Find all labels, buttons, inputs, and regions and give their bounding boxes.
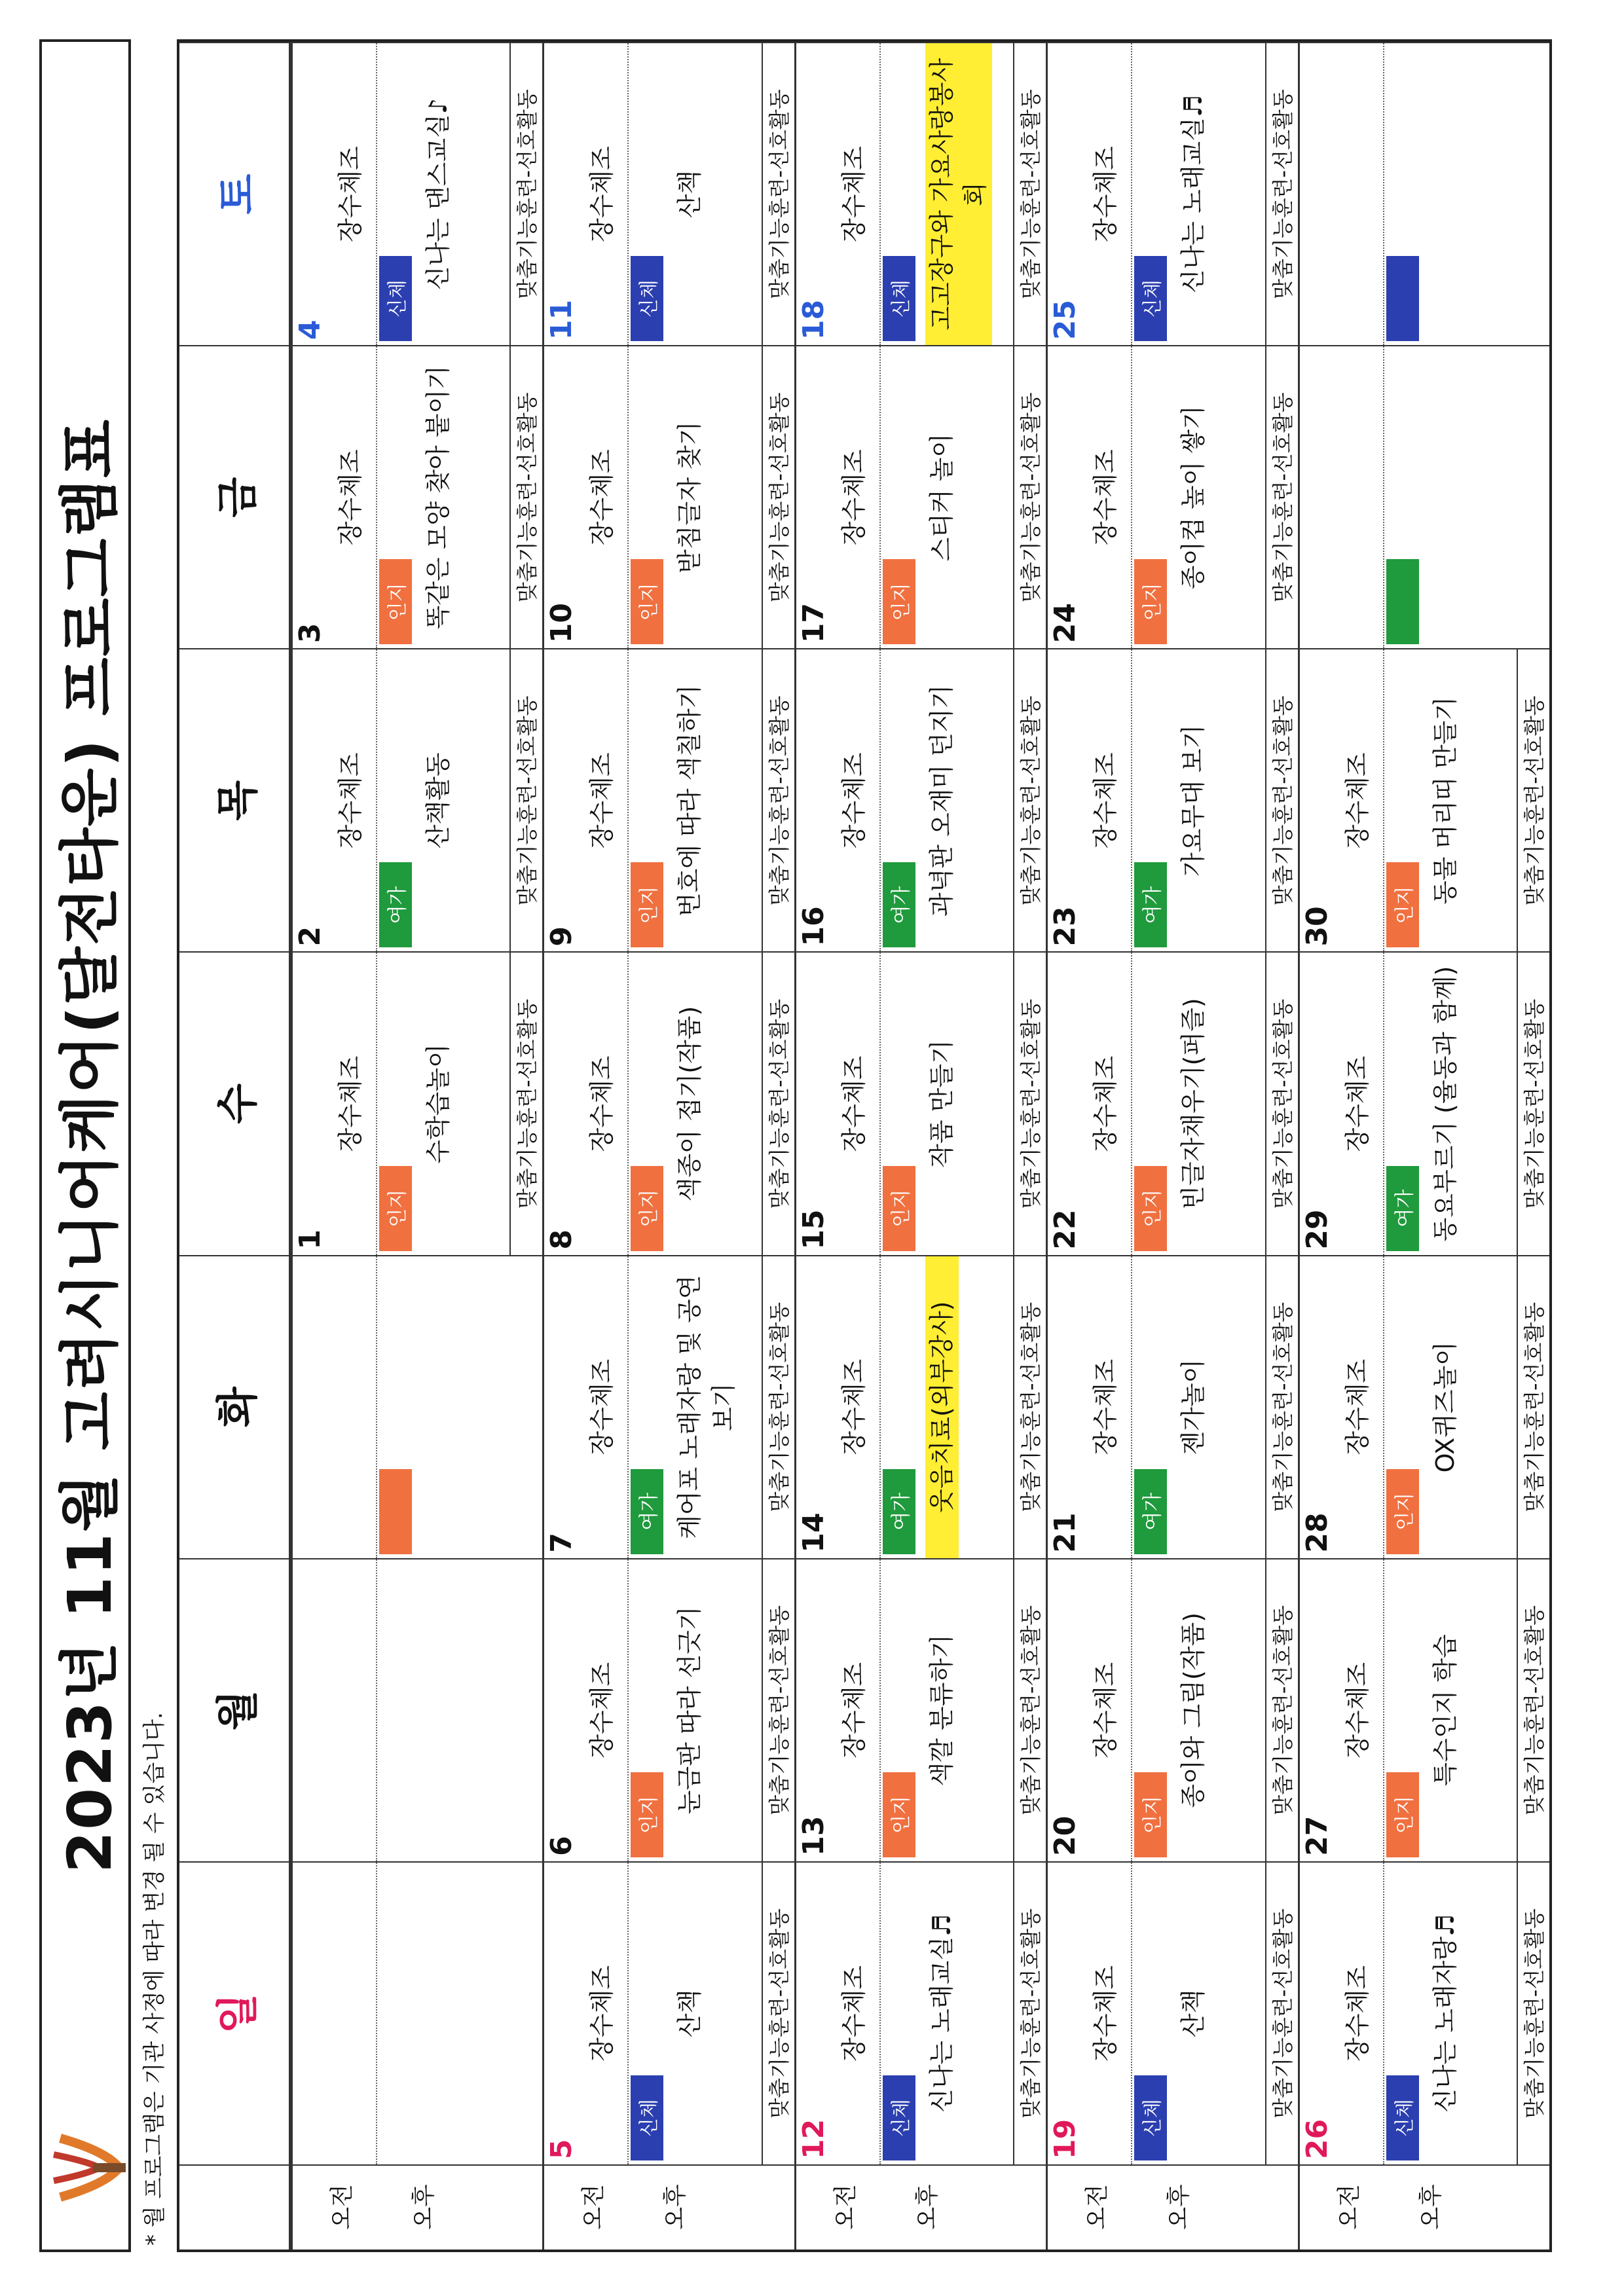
category-tag: 여가 bbox=[883, 1469, 915, 1554]
footer-activity: 맞춤기능훈련-선호활동 bbox=[762, 649, 794, 951]
category-tag: 인지 bbox=[883, 1166, 915, 1251]
day-cell bbox=[542, 648, 794, 951]
am-pm-divider bbox=[376, 1256, 377, 1558]
week-row-labels bbox=[291, 2164, 542, 2250]
footer-activity: 맞춤기능훈련-선호활동 bbox=[1013, 1863, 1046, 2164]
category-tag: 여가 bbox=[379, 862, 412, 947]
date-number: 12 bbox=[796, 2119, 830, 2159]
category-tag bbox=[1386, 559, 1419, 644]
date-number: 8 bbox=[545, 1229, 579, 1250]
pm-program: 신나는 노래교실♬ bbox=[1179, 95, 1208, 294]
category-tag: 인지 bbox=[379, 559, 412, 644]
category-tag: 인지 bbox=[1134, 559, 1167, 644]
date-number: 5 bbox=[545, 2139, 579, 2159]
date-number: 1 bbox=[293, 1229, 327, 1250]
day-cell bbox=[1298, 1558, 1549, 1861]
footer-activity: 맞춤기능훈련-선호활동 bbox=[1517, 1863, 1549, 2164]
footer-activity: 맞춤기능훈련-선호활동 bbox=[762, 346, 794, 648]
pm-program: 신나는 댄스교실♪ bbox=[424, 98, 452, 291]
pm-program: 산책 bbox=[675, 1989, 705, 2038]
day-cell bbox=[794, 42, 1046, 345]
am-program: 장수체조 bbox=[336, 449, 365, 546]
date-number: 15 bbox=[796, 1209, 830, 1250]
day-header: 토 bbox=[179, 42, 291, 345]
date-number: 29 bbox=[1300, 1209, 1334, 1250]
am-program: 장수체조 bbox=[336, 752, 365, 849]
date-number: 18 bbox=[796, 299, 830, 340]
pm-program: 색깔 분류하기 bbox=[927, 1634, 956, 1787]
pm-label: 오후 bbox=[1417, 2184, 1445, 2230]
rotated-sheet bbox=[39, 39, 1552, 2252]
category-tag: 신체 bbox=[883, 256, 915, 341]
am-program: 장수체조 bbox=[587, 1358, 617, 1455]
pm-program: 눈금판 따라 선긋기 bbox=[675, 1606, 705, 1815]
day-cell bbox=[1046, 345, 1297, 648]
category-tag: 신체 bbox=[1134, 2075, 1167, 2160]
footer-activity: 맞춤기능훈련-선호활동 bbox=[1013, 649, 1046, 951]
pm-program: 종이컵 높이 쌓기 bbox=[1179, 405, 1208, 590]
am-program: 장수체조 bbox=[1342, 752, 1372, 849]
date-number: 24 bbox=[1048, 603, 1082, 644]
am-pm-divider bbox=[879, 649, 881, 951]
category-tag: 인지 bbox=[1134, 1166, 1167, 1251]
calendar-grid bbox=[177, 39, 1552, 2252]
pm-label: 오후 bbox=[1166, 2184, 1193, 2230]
am-pm-divider bbox=[1131, 1256, 1132, 1558]
am-pm-divider bbox=[1131, 1559, 1132, 1861]
date-number: 16 bbox=[796, 906, 830, 947]
page-title: 2023년 11월 고려시니어케어(달전타운) 프로그램표 bbox=[55, 418, 125, 1873]
category-tag: 인지 bbox=[631, 1772, 663, 1857]
footer-activity: 맞춤기능훈련-선호활동 bbox=[509, 953, 542, 1254]
date-number: 19 bbox=[1048, 2119, 1082, 2159]
am-pm-divider bbox=[1383, 1559, 1384, 1861]
am-pm-divider bbox=[627, 1559, 629, 1861]
date-number: 10 bbox=[545, 603, 579, 644]
week-row-labels bbox=[542, 2164, 794, 2250]
am-program: 장수체조 bbox=[587, 1965, 617, 2062]
date-number: 27 bbox=[1300, 1815, 1334, 1856]
date-number: 6 bbox=[545, 1836, 579, 1856]
footer-activity: 맞춤기능훈련-선호활동 bbox=[1265, 1863, 1298, 2164]
am-pm-divider bbox=[1383, 43, 1384, 345]
category-tag: 인지 bbox=[1134, 1772, 1167, 1857]
am-pm-divider bbox=[376, 346, 377, 648]
footer-activity: 맞춤기능훈련-선호활동 bbox=[762, 953, 794, 1254]
am-label: 오전 bbox=[1084, 2184, 1111, 2230]
am-program: 장수체조 bbox=[587, 752, 617, 849]
category-tag: 여가 bbox=[1134, 1469, 1167, 1554]
day-cell bbox=[291, 648, 542, 951]
footer-activity: 맞춤기능훈련-선호활동 bbox=[1517, 1256, 1549, 1558]
am-program: 장수체조 bbox=[1342, 1358, 1372, 1455]
day-cell bbox=[291, 1861, 542, 2164]
day-cell bbox=[1298, 345, 1549, 648]
category-tag: 신체 bbox=[379, 256, 412, 341]
pm-label: 오후 bbox=[913, 2184, 941, 2230]
day-cell bbox=[291, 1255, 542, 1558]
am-pm-divider bbox=[1383, 649, 1384, 951]
day-cell bbox=[1046, 42, 1297, 345]
date-number: 2 bbox=[293, 926, 327, 947]
pm-program: 종이와 그림(작품) bbox=[1179, 1612, 1208, 1808]
date-number: 28 bbox=[1300, 1512, 1334, 1553]
title-bar bbox=[39, 39, 131, 2252]
pm-program: 똑같은 모양 찾아 붙이기 bbox=[424, 365, 452, 630]
pm-program: 동물 머리띠 만들기 bbox=[1430, 696, 1460, 905]
footer-activity: 맞춤기능훈련-선호활동 bbox=[1013, 953, 1046, 1254]
am-program: 장수체조 bbox=[839, 1055, 868, 1152]
footer-activity: 맞춤기능훈련-선호활동 bbox=[1265, 649, 1298, 951]
am-label: 오전 bbox=[580, 2184, 608, 2230]
day-cell bbox=[794, 648, 1046, 951]
day-cell bbox=[1046, 1861, 1297, 2164]
am-pm-divider bbox=[1131, 953, 1132, 1254]
day-cell bbox=[542, 42, 794, 345]
am-pm-divider bbox=[879, 1559, 881, 1861]
am-program: 장수체조 bbox=[336, 1055, 365, 1152]
footer-activity: 맞춤기능훈련-선호활동 bbox=[1265, 346, 1298, 648]
am-program: 장수체조 bbox=[1342, 1965, 1372, 2062]
category-tag: 인지 bbox=[1386, 1772, 1419, 1857]
am-pm-divider bbox=[1383, 1256, 1384, 1558]
am-program: 장수체조 bbox=[587, 1662, 617, 1758]
am-pm-divider bbox=[879, 346, 881, 648]
day-header: 월 bbox=[179, 1558, 291, 1861]
am-pm-divider bbox=[627, 1863, 629, 2164]
category-tag: 인지 bbox=[631, 862, 663, 947]
pm-program: 신나는 노래교실♬ bbox=[927, 1914, 956, 2113]
footer-activity: 맞춤기능훈련-선호활동 bbox=[762, 43, 794, 345]
am-label: 오전 bbox=[832, 2184, 859, 2230]
footer-activity: 맞춤기능훈련-선호활동 bbox=[509, 43, 542, 345]
pm-program: 특수인지 학습 bbox=[1430, 1634, 1460, 1787]
am-pm-divider bbox=[376, 1863, 377, 2164]
day-cell bbox=[794, 1255, 1046, 1558]
category-tag: 인지 bbox=[631, 559, 663, 644]
date-number: 17 bbox=[796, 603, 830, 644]
day-cell bbox=[794, 1861, 1046, 2164]
day-cell bbox=[291, 345, 542, 648]
am-program: 장수체조 bbox=[1091, 752, 1120, 849]
date-number: 11 bbox=[545, 299, 579, 340]
category-tag: 여가 bbox=[1134, 862, 1167, 947]
am-pm-divider bbox=[1131, 1863, 1132, 2164]
am-program: 장수체조 bbox=[839, 449, 868, 546]
date-number: 23 bbox=[1048, 906, 1082, 947]
date-number: 4 bbox=[293, 319, 327, 340]
week-row-labels bbox=[1046, 2164, 1297, 2250]
day-cell bbox=[542, 1558, 794, 1861]
pm-program: 케어포 노래자랑 및 공연보기 bbox=[675, 1275, 738, 1539]
footer-activity: 맞춤기능훈련-선호활동 bbox=[509, 346, 542, 648]
date-number: 14 bbox=[796, 1512, 830, 1553]
day-header: 금 bbox=[179, 345, 291, 648]
am-program: 장수체조 bbox=[1091, 1358, 1120, 1455]
category-tag: 여가 bbox=[883, 862, 915, 947]
category-tag: 인지 bbox=[883, 1772, 915, 1857]
am-pm-divider bbox=[879, 1863, 881, 2164]
am-label: 오전 bbox=[1335, 2184, 1363, 2230]
am-program: 장수체조 bbox=[1091, 1965, 1120, 2062]
am-pm-divider bbox=[376, 1559, 377, 1861]
am-program: 장수체조 bbox=[587, 146, 617, 243]
footer-activity: 맞춤기능훈련-선호활동 bbox=[762, 1863, 794, 2164]
footer-activity: 맞춤기능훈련-선호활동 bbox=[1013, 1559, 1046, 1861]
week-row-labels bbox=[794, 2164, 1046, 2250]
am-program: 장수체조 bbox=[1091, 146, 1120, 243]
day-cell bbox=[542, 951, 794, 1254]
am-pm-divider bbox=[376, 649, 377, 951]
am-pm-divider bbox=[627, 953, 629, 1254]
day-cell bbox=[1046, 648, 1297, 951]
pm-program: 번호에 따라 색칠하기 bbox=[675, 684, 705, 917]
am-program: 장수체조 bbox=[839, 1358, 868, 1455]
day-cell bbox=[1298, 42, 1549, 345]
am-pm-divider bbox=[879, 953, 881, 1254]
footer-activity: 맞춤기능훈련-선호활동 bbox=[762, 1559, 794, 1861]
date-number: 3 bbox=[293, 623, 327, 644]
footer-activity: 맞춤기능훈련-선호활동 bbox=[509, 649, 542, 951]
category-tag: 인지 bbox=[883, 559, 915, 644]
am-pm-divider bbox=[627, 346, 629, 648]
category-tag: 신체 bbox=[631, 2075, 663, 2160]
date-number: 25 bbox=[1048, 299, 1082, 340]
day-cell bbox=[291, 951, 542, 1254]
date-number: 21 bbox=[1048, 1512, 1082, 1553]
category-tag bbox=[1386, 256, 1419, 341]
footer-activity: 맞춤기능훈련-선호활동 bbox=[1265, 43, 1298, 345]
date-number: 7 bbox=[545, 1533, 579, 1553]
footer-activity: 맞춤기능훈련-선호활동 bbox=[1265, 953, 1298, 1254]
footer-activity: 맞춤기능훈련-선호활동 bbox=[1517, 649, 1549, 951]
date-number: 20 bbox=[1048, 1815, 1082, 1856]
day-cell bbox=[1298, 951, 1549, 1254]
day-header: 화 bbox=[179, 1255, 291, 1558]
am-program: 장수체조 bbox=[336, 146, 365, 243]
footer-activity: 맞춤기능훈련-선호활동 bbox=[1013, 1256, 1046, 1558]
day-header: 일 bbox=[179, 1861, 291, 2164]
am-pm-divider bbox=[627, 649, 629, 951]
category-tag: 인지 bbox=[1386, 1469, 1419, 1554]
category-tag: 인지 bbox=[379, 1166, 412, 1251]
pm-program: 산책 bbox=[675, 170, 705, 219]
pm-program: 과녁판 오재미 던지기 bbox=[927, 684, 956, 917]
category-tag: 신체 bbox=[883, 2075, 915, 2160]
am-pm-divider bbox=[1131, 43, 1132, 345]
day-cell bbox=[794, 1558, 1046, 1861]
day-cell bbox=[1298, 1255, 1549, 1558]
category-tag: 인지 bbox=[1386, 862, 1419, 947]
am-pm-divider bbox=[1383, 1863, 1384, 2164]
day-cell bbox=[542, 1255, 794, 1558]
footer-activity: 맞춤기능훈련-선호활동 bbox=[1517, 953, 1549, 1254]
footer-activity: 맞춤기능훈련-선호활동 bbox=[1013, 346, 1046, 648]
am-program: 장수체조 bbox=[839, 752, 868, 849]
day-header: 수 bbox=[179, 951, 291, 1254]
am-pm-divider bbox=[376, 953, 377, 1254]
footer-activity: 맞춤기능훈련-선호활동 bbox=[1013, 43, 1046, 345]
pm-program: 동요부르기 (율동과 함께) bbox=[1430, 966, 1460, 1242]
day-cell bbox=[291, 1558, 542, 1861]
am-pm-divider bbox=[1383, 953, 1384, 1254]
pm-program: 가요무대 보기 bbox=[1179, 724, 1208, 877]
am-pm-divider bbox=[627, 1256, 629, 1558]
pm-label: 오후 bbox=[662, 2184, 690, 2230]
pm-program: 산책 bbox=[1179, 1989, 1208, 2038]
header-corner bbox=[179, 2164, 291, 2250]
date-number: 30 bbox=[1300, 906, 1334, 947]
pm-program: 받침글자 찾기 bbox=[675, 421, 705, 574]
am-program: 장수체조 bbox=[1091, 449, 1120, 546]
footer-activity: 맞춤기능훈련-선호활동 bbox=[762, 1256, 794, 1558]
footer-activity: 맞춤기능훈련-선호활동 bbox=[1265, 1256, 1298, 1558]
am-pm-divider bbox=[879, 43, 881, 345]
am-pm-divider bbox=[1131, 346, 1132, 648]
am-pm-divider bbox=[627, 43, 629, 345]
pm-program: 빈글자채우기(퍼즐) bbox=[1179, 998, 1208, 1210]
day-cell bbox=[542, 345, 794, 648]
category-tag: 여가 bbox=[1386, 1166, 1419, 1251]
day-cell bbox=[794, 345, 1046, 648]
day-cell bbox=[1046, 951, 1297, 1254]
pm-program: 젠가놀이 bbox=[1179, 1358, 1208, 1455]
schedule-note: * 월 프로그램은 기관 사정에 따라 변경 될 수 있습니다. bbox=[141, 1712, 168, 2246]
category-tag: 여가 bbox=[631, 1469, 663, 1554]
category-tag bbox=[379, 1469, 412, 1554]
am-program: 장수체조 bbox=[1342, 1055, 1372, 1152]
day-cell bbox=[1298, 1861, 1549, 2164]
day-cell bbox=[1046, 1255, 1297, 1558]
pm-program: 산책활동 bbox=[424, 752, 452, 849]
am-program: 장수체조 bbox=[839, 146, 868, 243]
day-cell bbox=[291, 42, 542, 345]
pm-program: 색종이 접기(작품) bbox=[675, 1006, 705, 1202]
footer-activity: 맞춤기능훈련-선호활동 bbox=[1265, 1559, 1298, 1861]
pm-program: 고고장구와 가요사랑봉사회 bbox=[925, 43, 993, 345]
pm-program: 수학습놀이 bbox=[424, 1044, 452, 1164]
pm-program: OX퀴즈놀이 bbox=[1430, 1341, 1460, 1473]
am-pm-divider bbox=[1383, 346, 1384, 648]
am-label: 오전 bbox=[329, 2184, 356, 2230]
day-cell bbox=[1298, 648, 1549, 951]
pm-label: 오후 bbox=[411, 2184, 437, 2230]
day-cell bbox=[1046, 1558, 1297, 1861]
am-program: 장수체조 bbox=[839, 1662, 868, 1758]
pm-program: 웃음치료(외부강사) bbox=[925, 1256, 959, 1558]
category-tag: 인지 bbox=[631, 1166, 663, 1251]
category-tag: 신체 bbox=[1386, 2075, 1419, 2160]
am-program: 장수체조 bbox=[1342, 1662, 1372, 1758]
date-number: 22 bbox=[1048, 1209, 1082, 1250]
week-row-labels bbox=[1298, 2164, 1549, 2250]
pm-program: 작품 만들기 bbox=[927, 1040, 956, 1168]
pm-program: 스티커 놀이 bbox=[927, 433, 956, 562]
date-number: 26 bbox=[1300, 2119, 1334, 2159]
date-number: 9 bbox=[545, 926, 579, 947]
am-pm-divider bbox=[376, 43, 377, 345]
day-cell bbox=[542, 1861, 794, 2164]
am-program: 장수체조 bbox=[587, 449, 617, 546]
am-program: 장수체조 bbox=[1091, 1662, 1120, 1758]
category-tag: 신체 bbox=[1134, 256, 1167, 341]
am-pm-divider bbox=[879, 1256, 881, 1558]
date-number: 13 bbox=[796, 1815, 830, 1856]
category-tag: 신체 bbox=[631, 256, 663, 341]
day-cell bbox=[794, 951, 1046, 1254]
am-program: 장수체조 bbox=[839, 1965, 868, 2062]
footer-activity: 맞춤기능훈련-선호활동 bbox=[1517, 1559, 1549, 1861]
am-pm-divider bbox=[1131, 649, 1132, 951]
pm-program: 신나는 노래자랑♬ bbox=[1430, 1914, 1460, 2113]
am-program: 장수체조 bbox=[1091, 1055, 1120, 1152]
logo-icon bbox=[47, 2125, 128, 2210]
am-program: 장수체조 bbox=[587, 1055, 617, 1152]
day-header: 목 bbox=[179, 648, 291, 951]
